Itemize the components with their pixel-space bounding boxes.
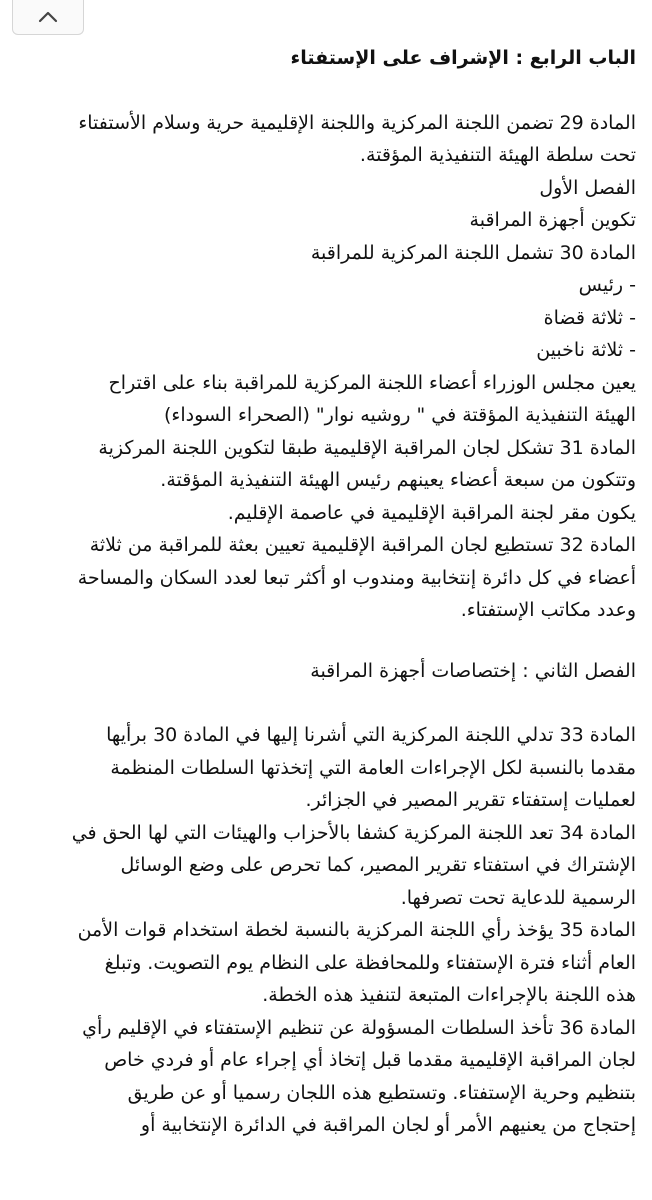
text-line: لعمليات إستفتاء تقرير المصير في الجزائر. bbox=[305, 789, 636, 811]
text-line: المادة 30 تشمل اللجنة المركزية للمراقبة bbox=[310, 241, 636, 264]
text-line: المادة 34 تعد اللجنة المركزية كشفا بالأحزاب والهيئات التي لها الحق في bbox=[71, 821, 636, 844]
collapse-button[interactable] bbox=[12, 0, 84, 35]
text-line: مقدما بالنسبة لكل الإجراءات العامة التي إتخذتها السلطات المنظمة bbox=[110, 756, 636, 779]
text-line: يعين مجلس الوزراء أعضاء اللجنة المركزية للمراقبة بناء على اقتراح bbox=[108, 371, 636, 394]
text-line: وتتكون من سبعة أعضاء يعينهم رئيس الهيئة التنفيذية المؤقتة. bbox=[160, 469, 636, 491]
text-line: المادة 33 تدلي اللجنة المركزية التي أشرنا إليها في المادة 30 برأيها bbox=[106, 724, 636, 746]
text-line: يكون مقر لجنة المراقبة الإقليمية في عاصمة الإقليم. bbox=[227, 501, 636, 524]
top-bar bbox=[0, 0, 652, 38]
chevron-up-icon bbox=[37, 10, 59, 24]
text-line: المادة 36 تأخذ السلطات المسؤولة عن تنظيم الإستفتاء في الإقليم رأي bbox=[82, 1016, 636, 1039]
text-line: بتنظيم وحرية الإستفتاء. وتستطيع هذه اللجان رسميا أو عن طريق bbox=[127, 1081, 636, 1104]
section-title: الباب الرابع : الإشراف على الإستفتاء bbox=[290, 47, 636, 69]
text-line: العام أثناء فترة الإستفتاء وللمحافظة على النظام يوم التصويت. وتبلغ bbox=[104, 951, 636, 974]
text-line: المادة 32 تستطيع لجان المراقبة الإقليمية تعيين بعثة للمراقبة من ثلاثة bbox=[89, 534, 636, 556]
text-line: إحتجاج من يعنيهم الأمر أو لجان المراقبة في الدائرة الإنتخابية أو bbox=[140, 1114, 636, 1136]
spacer bbox=[20, 687, 636, 719]
spacer bbox=[20, 75, 636, 107]
text-line: أعضاء في كل دائرة إنتخابية ومندوب او أكثر تبعا لعدد السكان والمساحة bbox=[77, 566, 636, 589]
text-line: الرسمية للدعاية تحت تصرفها. bbox=[400, 886, 636, 909]
spacer bbox=[20, 627, 636, 655]
articles-block-2 bbox=[20, 719, 636, 1142]
text-line: الفصل الأول bbox=[539, 176, 636, 199]
document-body bbox=[0, 40, 652, 1142]
text-line: - ثلاثة قضاة bbox=[543, 306, 636, 329]
text-line: تحت سلطة الهيئة التنفيذية المؤقتة. bbox=[359, 144, 636, 166]
text-line: تكوين أجهزة المراقبة bbox=[469, 209, 636, 231]
text-line: لجان المراقبة الإقليمية مقدما قبل إتخاذ أي إجراء عام أو فردي خاص bbox=[104, 1049, 636, 1071]
text-line: هذه اللجنة بالإجراءات المتبعة لتنفيذ هذه الخطة. bbox=[262, 984, 636, 1006]
text-line: الإشتراك في استفتاء تقرير المصير، كما تحرص على وضع الوسائل bbox=[120, 854, 636, 876]
text-line: المادة 29 تضمن اللجنة المركزية واللجنة الإقليمية حرية وسلام الأستفتاء bbox=[78, 111, 636, 134]
text-line: - رئيس bbox=[578, 274, 636, 296]
text-line: الهيئة التنفيذية المؤقتة في " روشيه نوار" (الصحراء السوداء) bbox=[164, 404, 636, 426]
text-line: وعدد مكاتب الإستفتاء. bbox=[460, 599, 636, 621]
text-line: المادة 35 يؤخذ رأي اللجنة المركزية بالنسبة لخطة استخدام قوات الأمن bbox=[77, 919, 636, 941]
text-line: المادة 31 تشكل لجان المراقبة الإقليمية طبقا لتكوين اللجنة المركزية bbox=[98, 436, 636, 459]
text-line: - ثلاثة ناخبين bbox=[536, 339, 636, 361]
articles-block-1 bbox=[20, 107, 636, 627]
chapter-heading: الفصل الثاني : إختصاصات أجهزة المراقبة bbox=[310, 659, 636, 682]
